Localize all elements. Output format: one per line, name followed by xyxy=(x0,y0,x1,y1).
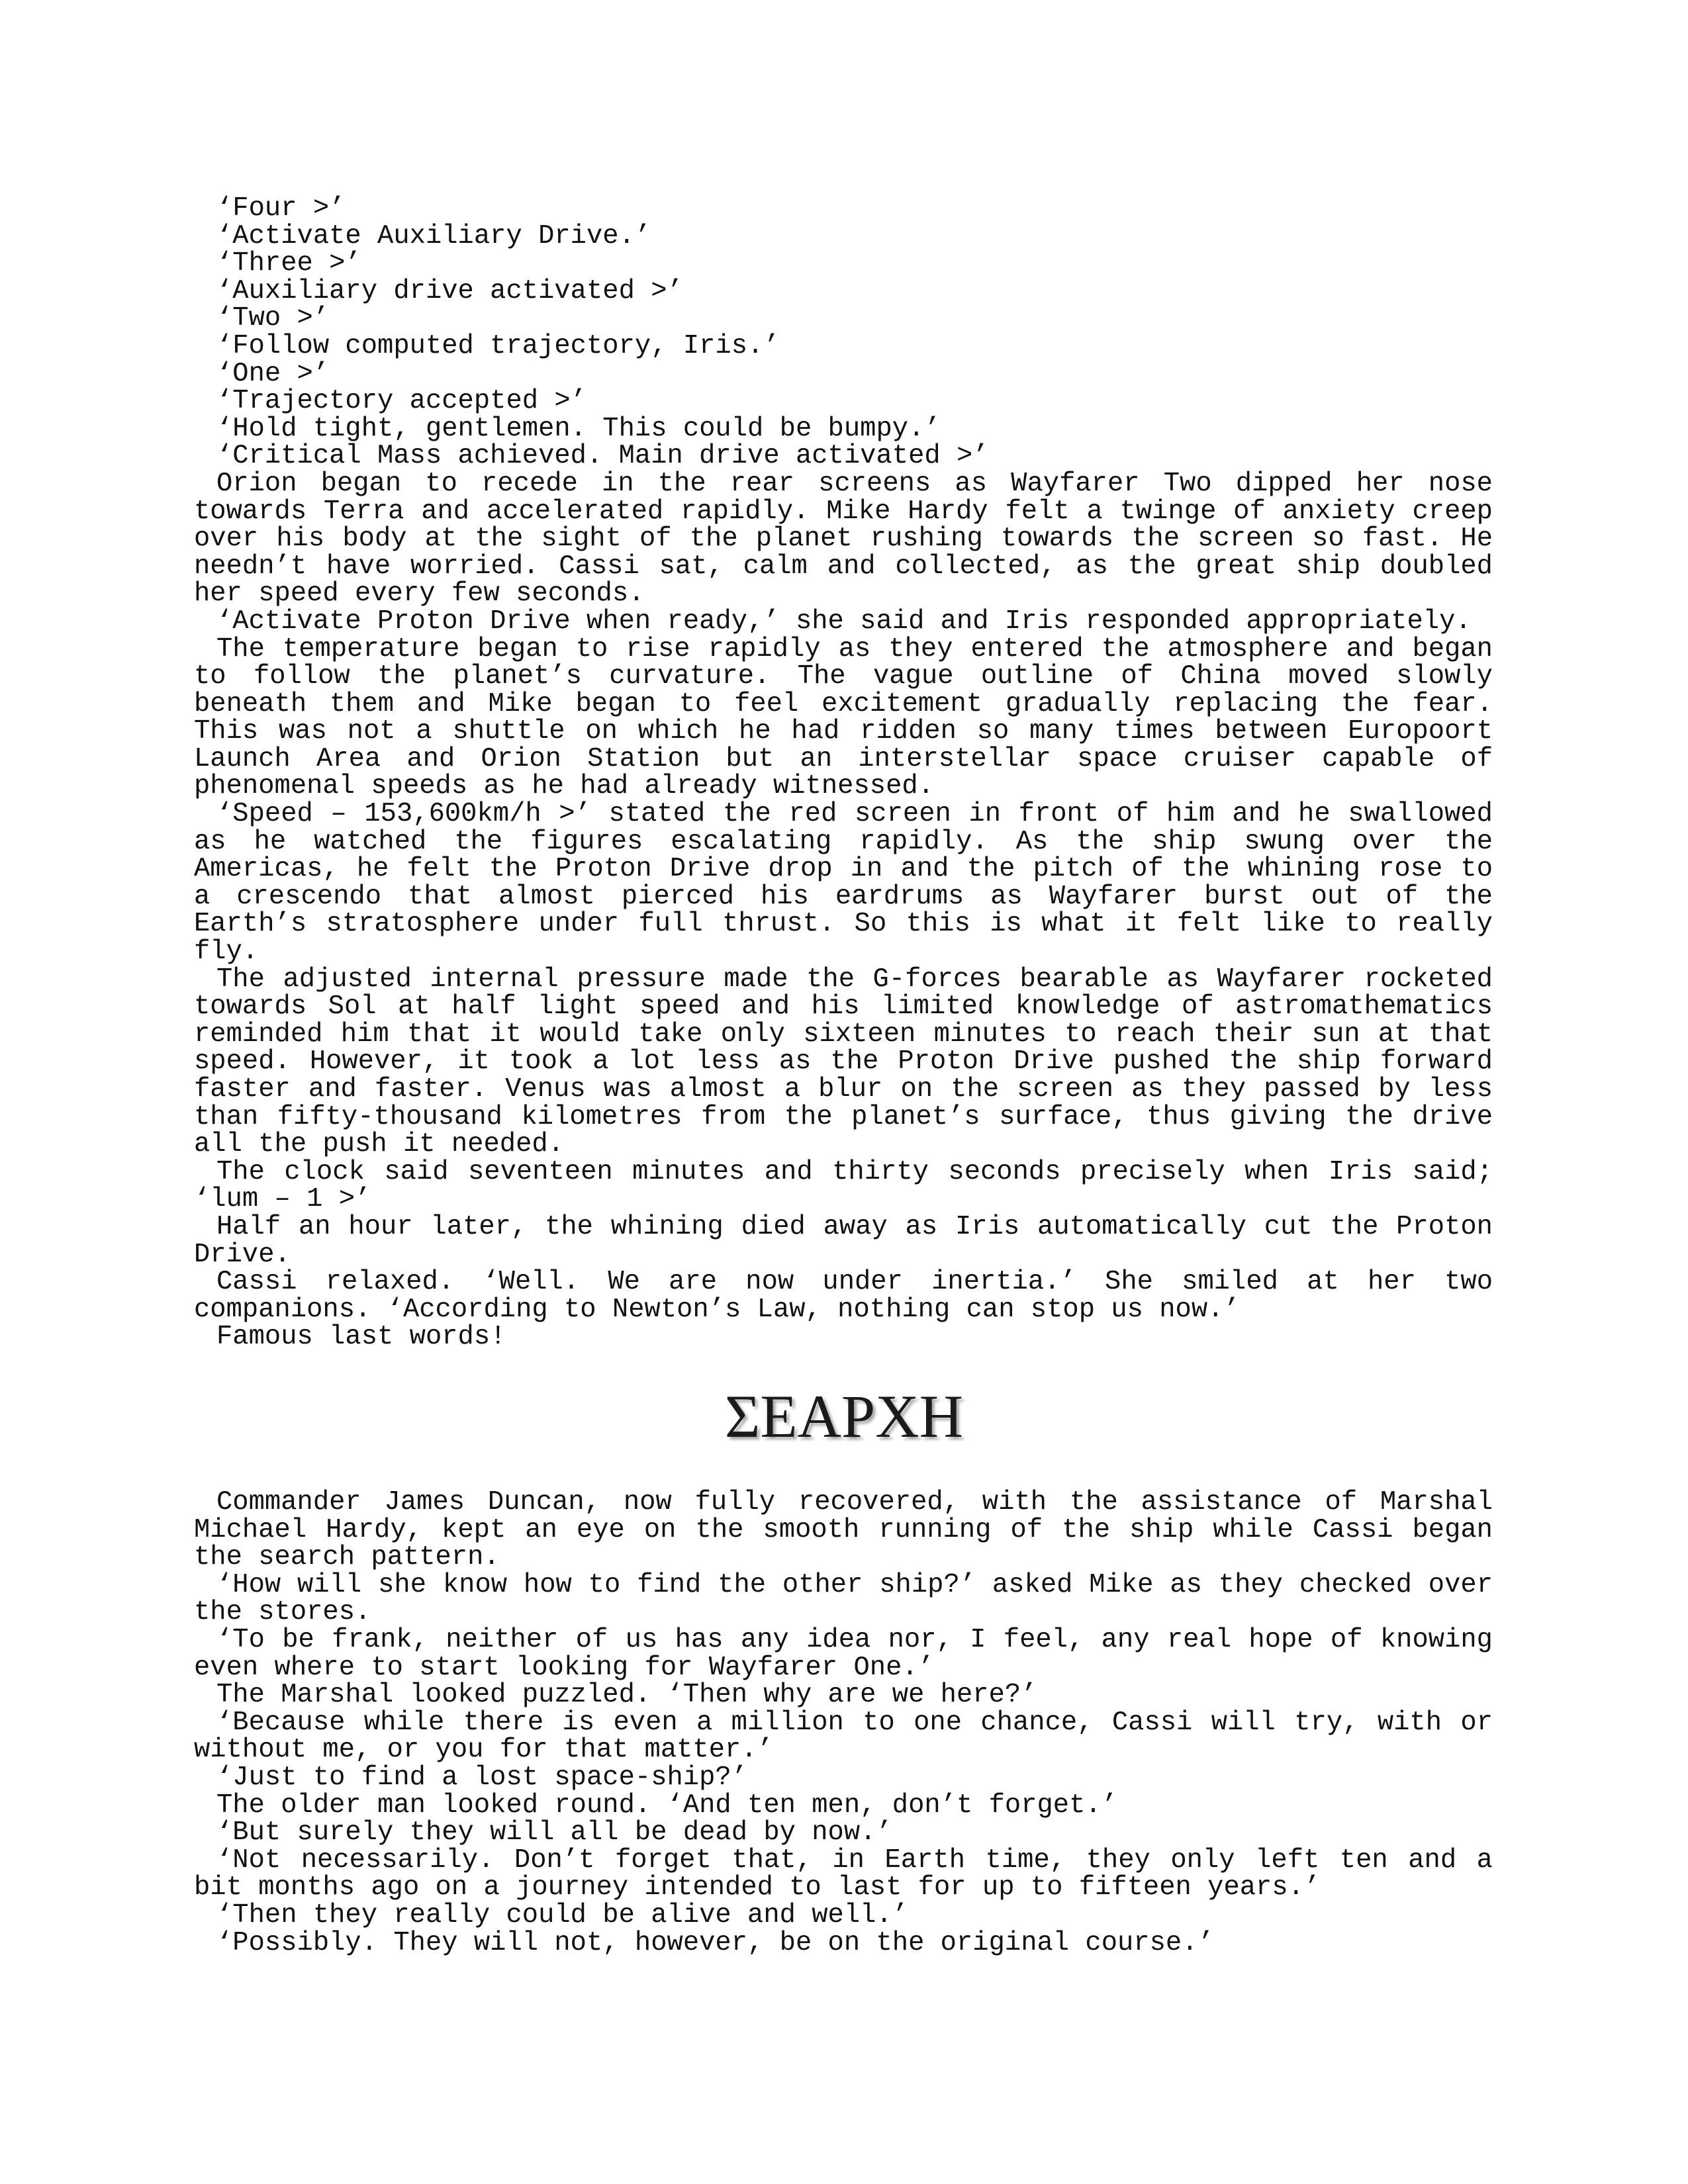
paragraph: ‘Three >’ xyxy=(216,248,361,279)
chapter-heading: ΣΕΑΡΧΗ xyxy=(724,1383,964,1450)
paragraph: ‘Trajectory accepted >’ xyxy=(216,386,586,417)
paragraph: The older man looked round. ‘And ten men, don’t forget.’ xyxy=(216,1790,1118,1821)
paragraph: ‘One >’ xyxy=(216,358,330,389)
paragraph: The Marshal looked puzzled. ‘Then why are we here?’ xyxy=(216,1680,1037,1711)
paragraph: ‘Activate Proton Drive when ready,’ she said and Iris responded appropriately. xyxy=(216,606,1472,637)
paragraph: Orion began to recede in the rear screens as Wayfarer Two dipped her nose towards Terra and accelerated rapidly. Mike Hardy felt a twinge of anxiety creep over his body at the sight of the planet rushing towards the screen so fast. He needn’t have worried. Cassi sat, calm and collected, as the great ship doubled her speed every few seconds. xyxy=(194,468,1493,610)
paragraph: The clock said seventeen minutes and thirty seconds precisely when Iris said; ‘lum – 1 >’ xyxy=(194,1156,1493,1215)
paragraph: Commander James Duncan, now fully recovered, with the assistance of Marshal Michael Hardy, kept an eye on the smooth running of the ship while Cassi began the search pattern. xyxy=(194,1487,1493,1573)
paragraph: ‘Then they really could be alive and well.’ xyxy=(216,1899,909,1931)
paragraph: The adjusted internal pressure made the G-forces bearable as Wayfarer rocketed towards Sol at half light speed and his limited knowledge of astromathematics reminded him that it would take only sixteen minutes to reach their sun at that speed. However, it took a lot less as the Proton Drive pushed the ship forward faster and faster. Venus was almost a blur on the screen as they passed by less than fifty-thousand kilometres from the planet’s surface, thus giving the drive all the push it needed. xyxy=(194,964,1493,1160)
paragraph: ‘Four >’ xyxy=(216,193,346,224)
paragraph: ‘Activate Auxiliary Drive.’ xyxy=(216,220,651,251)
paragraph: Famous last words! xyxy=(216,1322,506,1353)
paragraph: ‘How will she know how to find the other ship?’ asked Mike as they checked over the stores. xyxy=(194,1569,1493,1628)
paragraph: ‘To be frank, neither of us has any idea nor, I feel, any real hope of knowing even where to start looking for Wayfarer One.’ xyxy=(194,1624,1493,1683)
paragraph: ‘Hold tight, gentlemen. This could be bumpy.’ xyxy=(216,413,941,444)
paragraph: ‘Follow computed trajectory, Iris.’ xyxy=(216,330,780,361)
paragraph: ‘Two >’ xyxy=(216,303,330,334)
bottom-text-section xyxy=(194,1489,1493,1957)
paragraph: Half an hour later, the whining died away as Iris automatically cut the Proton Drive. xyxy=(194,1211,1493,1270)
paragraph: Cassi relaxed. ‘Well. We are now under inertia.’ She smiled at her two companions. ‘According to Newton’s Law, nothing can stop us now.’ xyxy=(194,1267,1493,1325)
paragraph: ‘Critical Mass achieved. Main drive activated >’ xyxy=(216,441,989,472)
paragraph: ‘But surely they will all be dead by now.’ xyxy=(216,1817,892,1848)
paragraph: ‘Possibly. They will not, however, be on the original course.’ xyxy=(216,1927,1214,1958)
paragraph: ‘Speed – 153,600km/h >’ stated the red screen in front of him and he swallowed as he watched the figures escalating rapidly. As the ship swung over the Americas, he felt the Proton Drive drop in and the pitch of the whining rose to a crescendo that almost pierced his eardrums as Wayfarer burst out of the Earth’s stratosphere under full thrust. So this is what it felt like to really fly. xyxy=(194,799,1493,968)
paragraph: ‘Auxiliary drive activated >’ xyxy=(216,275,683,306)
paragraph: ‘Because while there is even a million to one chance, Cassi will try, with or without me, or you for that matter.’ xyxy=(194,1707,1493,1766)
paragraph: The temperature began to rise rapidly as they entered the atmosphere and began to follow the planet’s curvature. The vague outline of China moved slowly beneath them and Mike began to feel excitement gradually replacing the fear. This was not a shuttle on which he had ridden so many times between Europoort Launch Area and Orion Station but an interstellar space cruiser capable of phenomenal speeds as he had already witnessed. xyxy=(194,633,1493,802)
top-text-section xyxy=(194,195,1493,1351)
paragraph: ‘Not necessarily. Don’t forget that, in Earth time, they only left ten and a bit months ago on a journey intended to last for up to fifteen years.’ xyxy=(194,1844,1493,1903)
paragraph: ‘Just to find a lost space-ship?’ xyxy=(216,1762,748,1793)
